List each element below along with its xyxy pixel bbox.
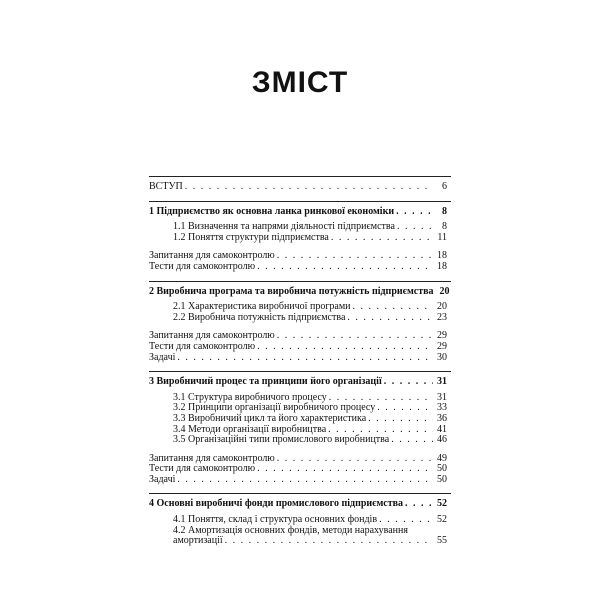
- leader-dots: [185, 182, 433, 193]
- leader-dots: [225, 536, 433, 547]
- leader-dots: [257, 262, 433, 273]
- toc-extra: Тести для самоконтролю . . . 18: [149, 262, 451, 273]
- toc-extra: Запитання для самоконтролю . . . 18: [149, 251, 451, 262]
- toc-section: 1.2 Поняття структури підприємства . . . 11: [149, 233, 451, 244]
- toc-section-multiline: 4.2 Амортизація основних фондів, методи нарахування: [173, 524, 408, 536]
- leader-dots: [277, 251, 433, 262]
- leader-dots: [396, 207, 433, 218]
- leader-dots: [331, 233, 433, 244]
- toc-section: 3.3 Виробничий цикл та його характеристика . . . 36: [149, 414, 451, 425]
- toc-extra: Запитання для самоконтролю . . . 49: [149, 454, 451, 465]
- toc-section-continuation: амортизації . . . 55: [149, 536, 451, 547]
- leader-dots: [257, 342, 433, 353]
- page-title: ЗМІСТ: [251, 66, 349, 99]
- toc-section: 3.1 Структура виробничого процесу . . . 31: [149, 393, 451, 404]
- leader-dots: [384, 377, 433, 388]
- toc-entry-intro: ВСТУП . . . 6: [149, 182, 451, 193]
- toc-extra: Тести для самоконтролю . . . 50: [149, 464, 451, 475]
- toc-extra: Запитання для самоконтролю . . . 29: [149, 331, 451, 342]
- table-of-contents: [149, 176, 451, 547]
- leader-dots: [347, 313, 433, 324]
- toc-chapter-3: 3 Виробничий процес та принципи його організації . . . 31: [149, 377, 451, 388]
- leader-dots: [257, 464, 433, 475]
- toc-chapter-4: 4 Основні виробничі фонди промислового підприємства . . . 52: [149, 499, 451, 510]
- toc-section: 3.5 Організаційні типи промислового виробництва . . . 46: [149, 435, 451, 446]
- leader-dots: [277, 454, 433, 465]
- leader-dots: [391, 435, 433, 446]
- toc-section: 3.4 Методи організації виробництва . . . 41: [149, 425, 451, 436]
- leader-dots: [368, 414, 433, 425]
- toc-section: 3.2 Принципи організації виробничого процесу . . . 33: [149, 403, 451, 414]
- toc-section: 2.1 Характеристика виробничої програми . . . 20: [149, 302, 451, 313]
- leader-dots: [377, 403, 433, 414]
- leader-dots: [177, 475, 433, 486]
- toc-section: 1.1 Визначення та напрями діяльності підприємства . . . 8: [149, 222, 451, 233]
- toc-chapter-1: 1 Підприємство як основна ланка ринкової економіки . . . 8: [149, 207, 451, 218]
- toc-section: 4.1 Поняття, склад і структура основних фондів . . . 52: [149, 515, 451, 526]
- toc-extra: Тести для самоконтролю . . . 29: [149, 342, 451, 353]
- leader-dots: [353, 302, 433, 313]
- toc-extra: Задачі . . . 50: [149, 475, 451, 486]
- toc-section: 2.2 Виробнича потужність підприємства . . . 23: [149, 313, 451, 324]
- toc-extra: Задачі . . . 30: [149, 353, 451, 364]
- toc-chapter-2: 2 Виробнича програма та виробнича потужність підприємства 20: [149, 285, 450, 297]
- leader-dots: [397, 222, 433, 233]
- leader-dots: [277, 331, 433, 342]
- leader-dots: [177, 353, 433, 364]
- leader-dots: [405, 499, 433, 510]
